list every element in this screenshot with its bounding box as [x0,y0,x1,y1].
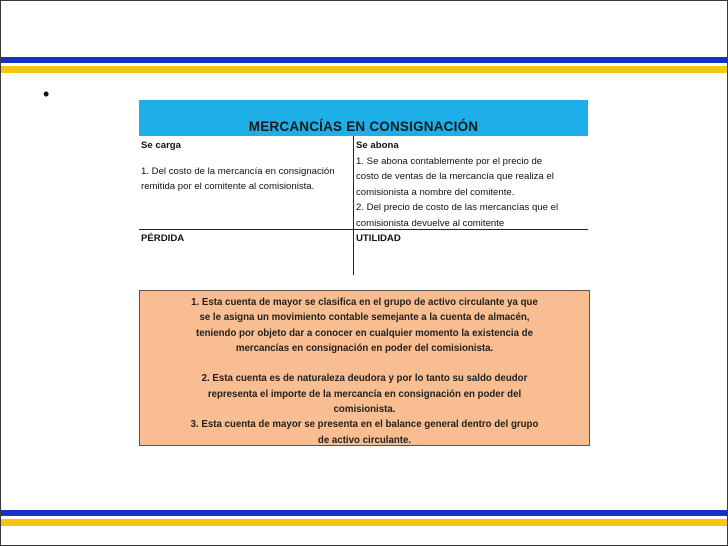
bottom-yellow-stripe [1,519,727,526]
bullet-point: • [43,84,50,104]
debit-line: remitida por el comitente al comisionista. [141,181,315,193]
debit-header: Se carga [141,140,182,151]
credit-line: costo de ventas de la mercancía que realiza el [356,171,554,183]
note-line: mercancías en consignación en poder del comisionista. [235,342,494,354]
debit-line: 1. Del costo de la mercancía en consignación [141,165,335,177]
note-line: comisionista. [333,404,396,416]
credit-line: 2. Del precio de costo de las mercancías que el [356,202,559,214]
note-line: 1. Esta cuenta de mayor se clasifica en el grupo de activo circulante ya que [191,297,538,308]
credit-line: 1. Se abona contablemente por el precio de [356,155,543,167]
t-account-table [139,100,588,275]
credit-line: comisionista devuelve al comitente [356,217,505,229]
credit-line: comisionista a nombre del comitente. [356,186,515,198]
note-line: se le asigna un movimiento contable semejante a la cuenta de almacén, [199,312,530,324]
note-line: representa el importe de la mercancía en consignación en poder del [207,388,522,400]
note-line: teniendo por objeto dar a conocer en cualquier momento la existencia de [196,327,533,339]
profit-label: UTILIDAD [356,233,401,244]
top-yellow-stripe [1,66,727,73]
t-account-body [139,136,588,275]
bottom-blue-stripe [1,510,727,516]
t-account-header [139,100,588,136]
t-account-divider-vertical [353,136,354,275]
notes-box [139,290,590,446]
credit-column [356,138,586,232]
credit-header: Se abona [356,140,399,151]
note-line: 3. Esta cuenta de mayor se presenta en el balance general dentro del grupo [190,419,539,431]
loss-label: PÉRDIDA [141,233,185,244]
top-blue-stripe [1,57,727,63]
note-line: 2. Esta cuenta es de naturaleza deudora y por lo tanto su saldo deudor [201,373,528,385]
note-spacer [140,356,589,371]
debit-column [141,138,349,195]
note-line: de activo circulante. [317,434,412,446]
t-account-title: MERCANCÍAS EN CONSIGNACIÓN [248,119,479,134]
